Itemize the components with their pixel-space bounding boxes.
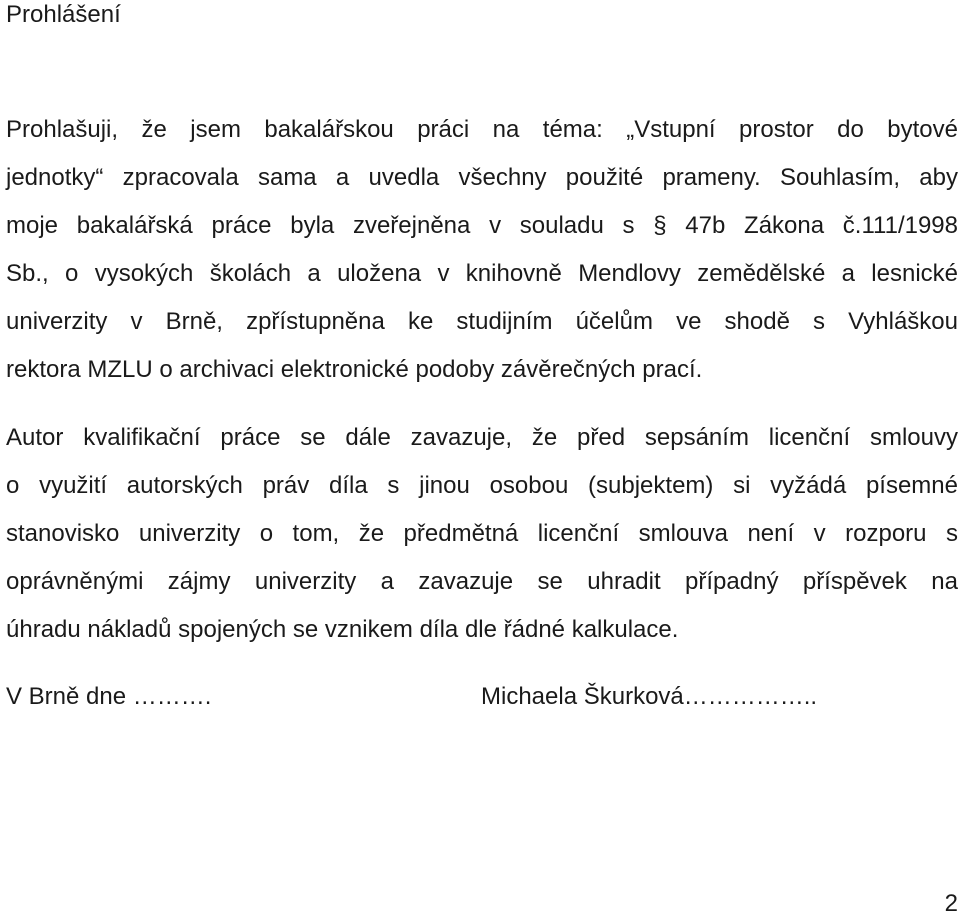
- signature-place-date: V Brně dne ……….: [6, 683, 212, 710]
- signature-name: Michaela Škurková……………..: [481, 683, 818, 710]
- paragraph-line: moje bakalářská práce byla zveřejněna v souladu s § 47b Zákona č.111/1998: [6, 212, 958, 239]
- page-number: 2: [944, 890, 958, 917]
- paragraph-line: úhradu nákladů spojených se vznikem díla dle řádné kalkulace.: [6, 616, 679, 643]
- obligation-paragraph: [6, 414, 958, 654]
- paragraph-line: o využití autorských práv díla s jinou osobou (subjektem) si vyžádá písemné: [6, 472, 958, 499]
- declaration-paragraph: [6, 106, 958, 394]
- paragraph-line: rektora MZLU o archivaci elektronické podoby závěrečných prací.: [6, 356, 703, 383]
- paragraph-line: Autor kvalifikační práce se dále zavazuje, že před sepsáním licenční smlouvy: [6, 424, 958, 451]
- page-title: Prohlášení: [6, 1, 121, 28]
- paragraph-line: stanovisko univerzity o tom, že předmětná licenční smlouva není v rozporu s: [6, 520, 958, 547]
- paragraph-line: oprávněnými zájmy univerzity a zavazuje se uhradit případný příspěvek na: [6, 568, 958, 595]
- paragraph-line: univerzity v Brně, zpřístupněna ke studijním účelům ve shodě s Vyhláškou: [6, 308, 958, 335]
- paragraph-line: Prohlašuji, že jsem bakalářskou práci na téma: „Vstupní prostor do bytové: [6, 116, 958, 143]
- paragraph-line: jednotky“ zpracovala sama a uvedla všechny použité prameny. Souhlasím, aby: [6, 164, 958, 191]
- paragraph-line: Sb., o vysokých školách a uložena v knihovně Mendlovy zemědělské a lesnické: [6, 260, 958, 287]
